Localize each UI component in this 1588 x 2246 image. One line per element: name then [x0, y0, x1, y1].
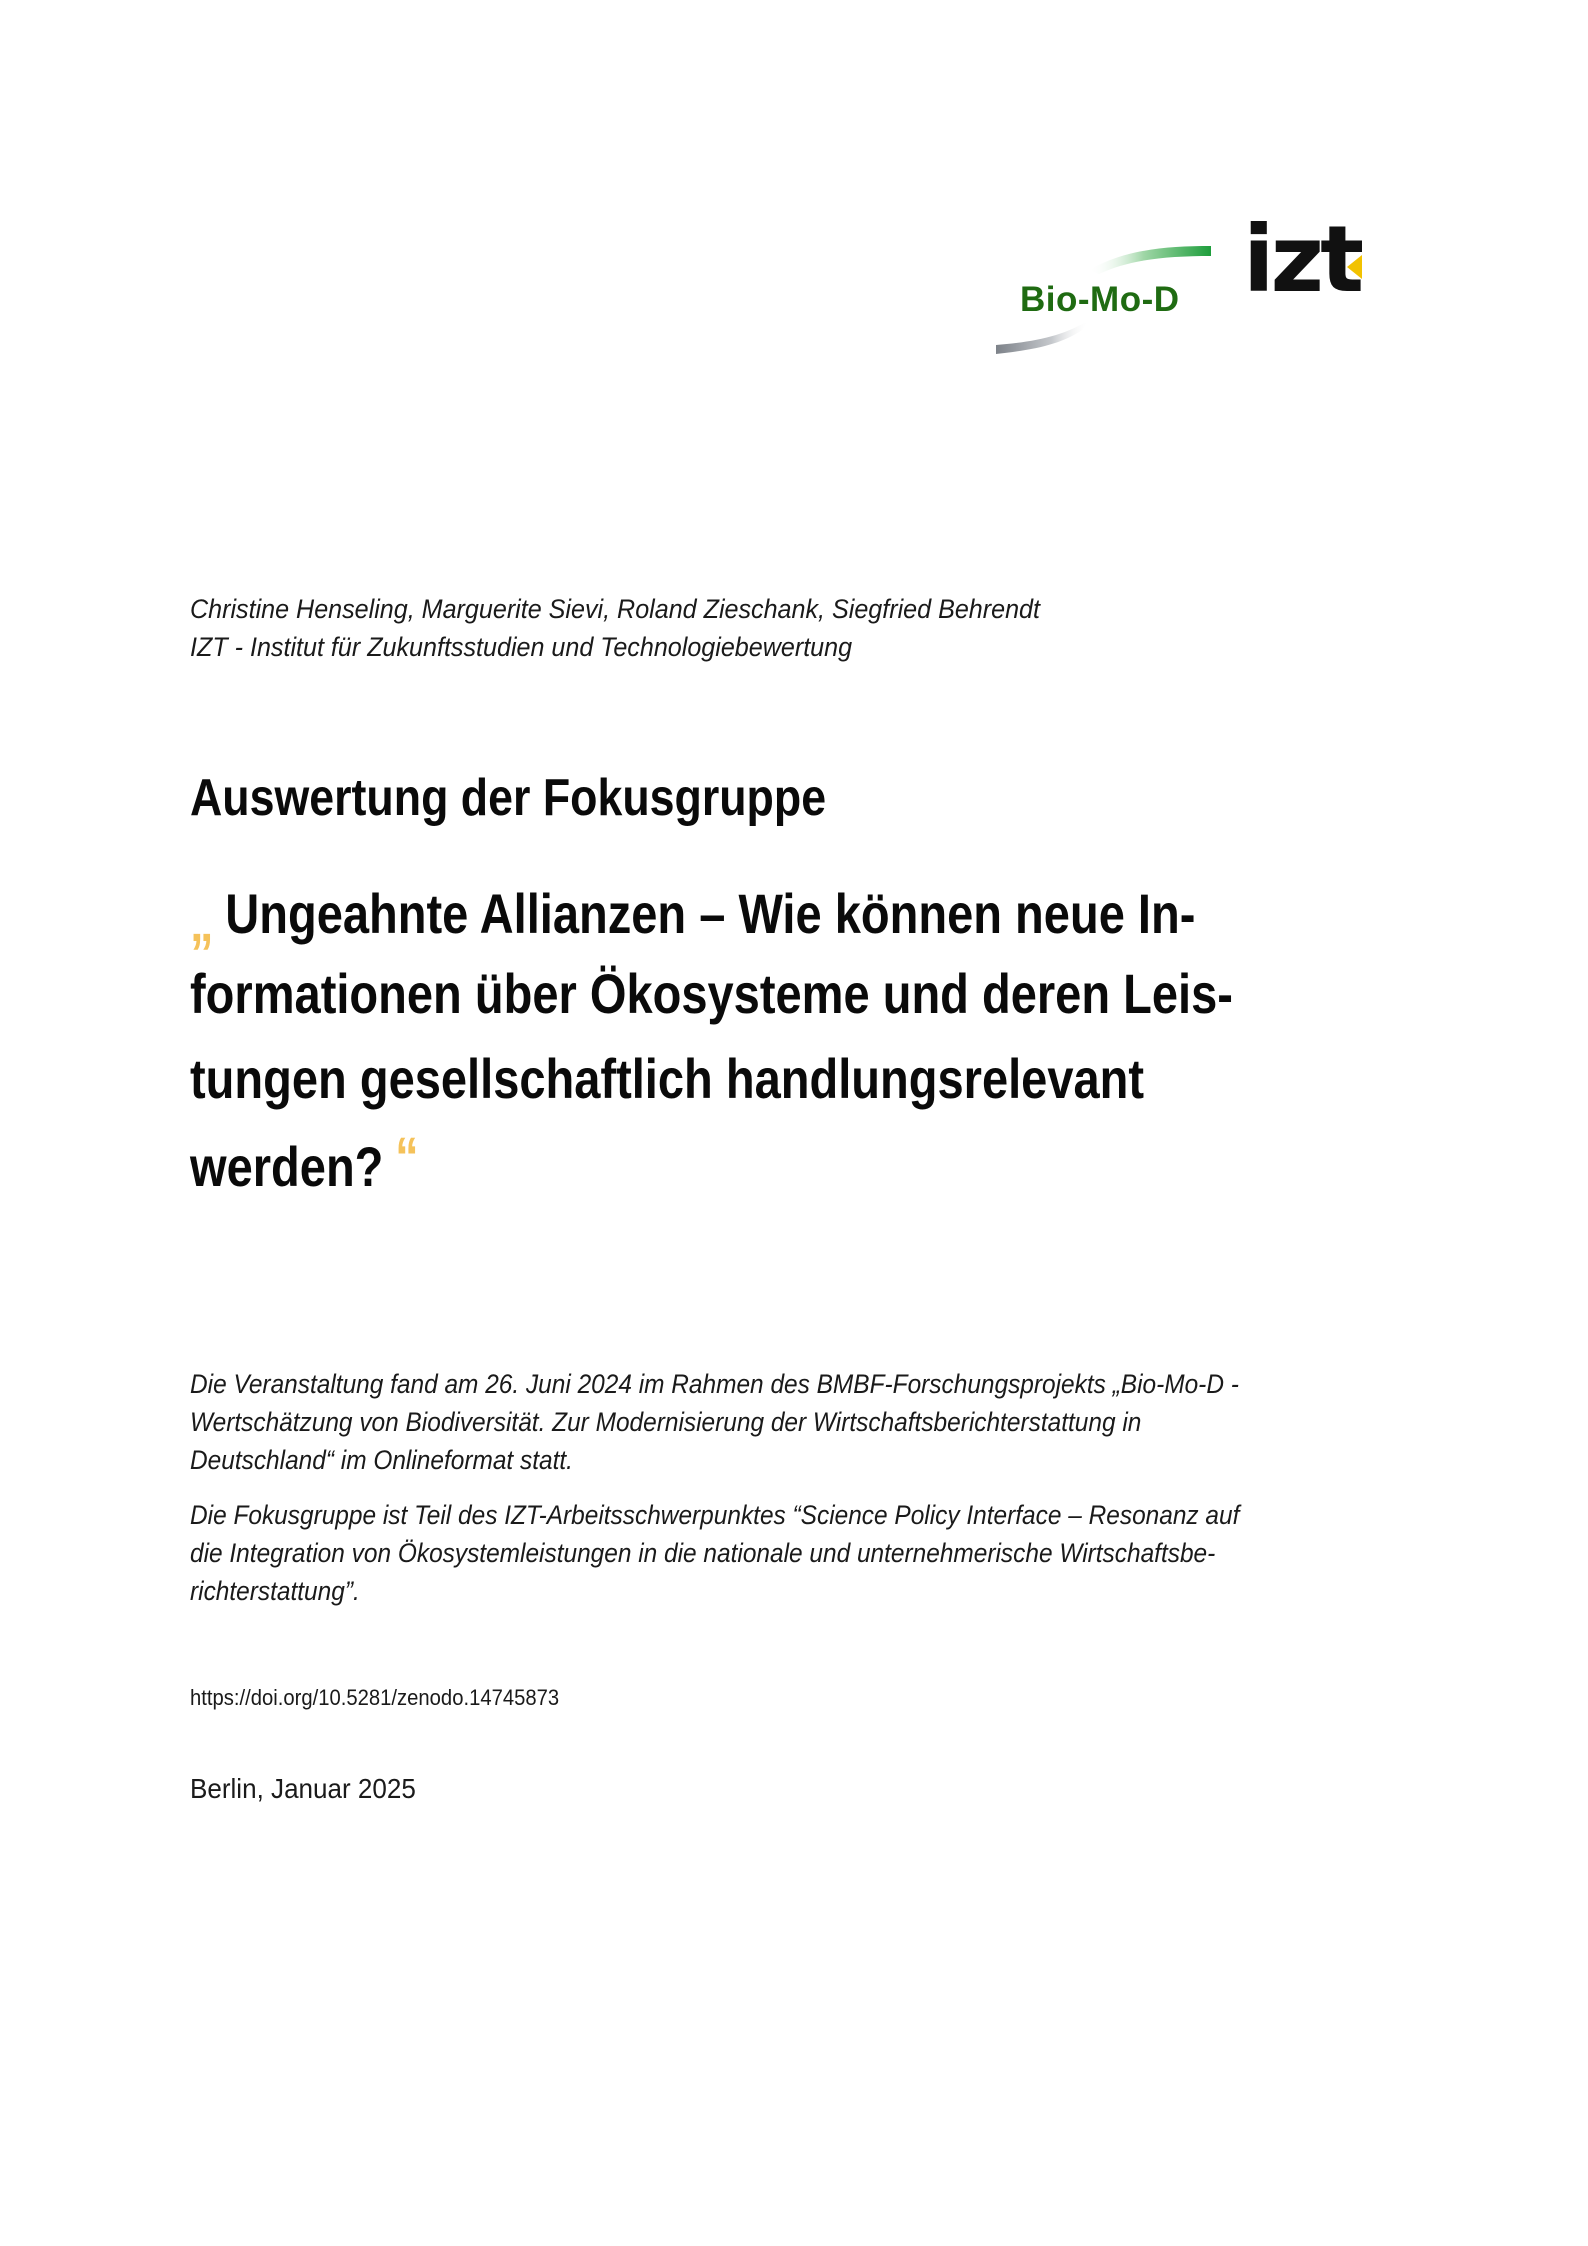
- izt-logo: [1243, 206, 1373, 318]
- authors-block: [190, 590, 1040, 666]
- description-paragraph-1: [190, 1365, 1239, 1479]
- event-description: [190, 1365, 1239, 1627]
- bio-mo-d-logo-text: Bio-Mo-D: [1020, 280, 1180, 319]
- title-line-1: [190, 872, 1233, 955]
- title-line-1-text: Ungeahnte Allianzen – Wie können neue In-: [225, 882, 1196, 945]
- closing-quote-icon: “: [395, 1125, 419, 1188]
- bio-mo-d-logo: [994, 240, 1214, 360]
- title-line-2: formationen über Ökosysteme und deren Leis-: [190, 962, 1233, 1025]
- author-names: Christine Henseling, Marguerite Sievi, Roland Zieschank, Siegfried Behrendt: [190, 594, 1040, 624]
- title-line-4-text: werden?: [190, 1135, 384, 1198]
- opening-quote-icon: „: [190, 890, 214, 953]
- title-line-4: [190, 1125, 1233, 1208]
- title-line-3: tungen gesellschaftlich handlungsrelevant: [190, 1047, 1145, 1110]
- description-line: Wertschätzung von Biodiversität. Zur Modernisierung der Wirtschaftsberichterstattung in: [190, 1407, 1142, 1437]
- document-title: [190, 872, 1233, 1208]
- author-institution: IZT - Institut für Zukunftsstudien und Technologiebewertung: [190, 632, 853, 662]
- description-line: die Integration von Ökosystemleistungen in die nationale und unternehmerische Wirtschaftsbe-: [190, 1538, 1216, 1568]
- doi-link[interactable]: https://doi.org/10.5281/zenodo.14745873: [190, 1685, 560, 1710]
- izt-accent-triangle-icon: [1347, 255, 1362, 279]
- description-line: richterstattung”.: [190, 1576, 360, 1606]
- description-line: Die Fokusgruppe ist Teil des IZT-Arbeitsschwerpunktes “Science Policy Interface – Resonanz auf: [190, 1500, 1240, 1530]
- description-paragraph-2: [190, 1496, 1239, 1610]
- description-line: Die Veranstaltung fand am 26. Juni 2024 im Rahmen des BMBF-Forschungsprojekts „Bio-Mo-D -: [190, 1369, 1239, 1399]
- izt-logo-text: izt: [1243, 206, 1361, 313]
- place-and-date: Berlin, Januar 2025: [190, 1773, 416, 1804]
- document-heading: Auswertung der Fokusgruppe: [190, 769, 827, 827]
- description-line: Deutschland“ im Onlineformat statt.: [190, 1445, 573, 1475]
